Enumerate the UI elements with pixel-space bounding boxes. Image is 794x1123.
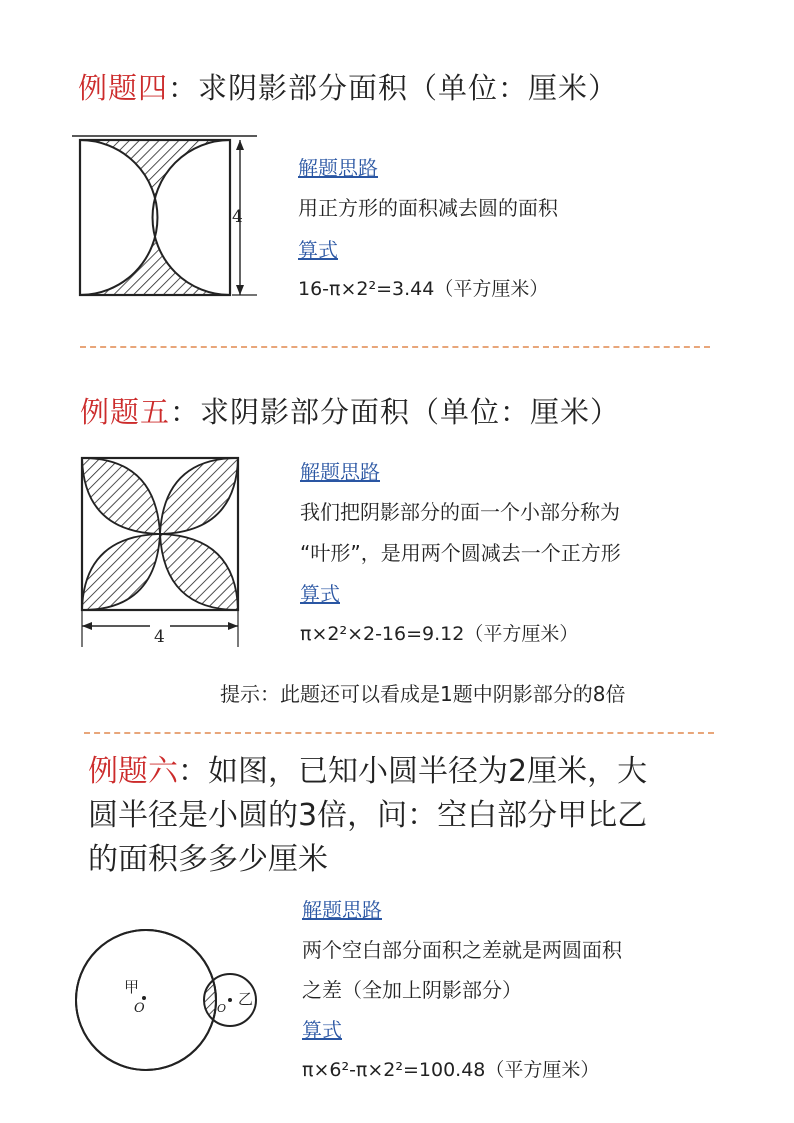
example6-figure — [74, 920, 274, 1080]
example4-title — [78, 66, 618, 107]
example4-formula: 16-π×2²=3.44（平方厘米） — [298, 278, 549, 300]
example5-idea-line1: 我们把阴影部分的面一个小部分称为 — [300, 500, 620, 524]
example6-idea-line1: 两个空白部分面积之差就是两圆面积 — [302, 938, 622, 962]
example5-dimension-label: 4 — [154, 627, 165, 647]
example6-label-o: O — [134, 1001, 145, 1016]
example6-label: 例题六 — [88, 754, 178, 789]
example5-formula-heading: 算式 — [300, 582, 340, 606]
example6-label-yi: 乙 — [238, 990, 254, 1008]
example6-formula: π×6²-π×2²=100.48（平方厘米） — [302, 1059, 600, 1081]
example6-idea-heading: 解题思路 — [302, 898, 382, 922]
example5-idea-line2: “叶形”，是用两个圆减去一个正方形 — [300, 541, 621, 565]
example6-question-line1: ：如图，已知小圆半径为2厘米，大 — [178, 754, 648, 789]
example6-formula-heading: 算式 — [302, 1018, 342, 1042]
example4-formula-heading: 算式 — [298, 238, 338, 262]
example6-label-jia: 甲 — [124, 978, 140, 996]
example4-figure — [72, 128, 262, 303]
example6-question-line2: 圆半径是小圆的3倍，问：空白部分甲比乙 — [88, 798, 648, 833]
example4-question: ：求阴影部分面积（单位：厘米） — [168, 71, 619, 105]
example4-idea-heading: 解题思路 — [298, 156, 378, 180]
example6-idea-line2: 之差（全加上阴影部分） — [302, 978, 522, 1002]
example5-figure — [76, 452, 246, 652]
example6-label-o2: O — [217, 1002, 227, 1015]
example6-title — [88, 750, 728, 882]
example5-tip: 提示：此题还可以看成是1题中阴影部分的8倍 — [220, 682, 626, 706]
example6-question-line3: 的面积多多少厘米 — [88, 842, 328, 877]
example5-formula: π×2²×2-16=9.12（平方厘米） — [300, 623, 579, 645]
example4-dimension-label: 4 — [232, 207, 243, 227]
example5-idea-heading: 解题思路 — [300, 460, 380, 484]
example5-label: 例题五 — [80, 395, 171, 429]
example5-question: ：求阴影部分面积（单位：厘米） — [170, 395, 621, 429]
divider — [80, 346, 710, 348]
example4-label: 例题四 — [78, 71, 169, 105]
divider — [84, 732, 714, 734]
example4-idea-text: 用正方形的面积减去圆的面积 — [298, 196, 558, 220]
example5-title — [80, 390, 620, 431]
